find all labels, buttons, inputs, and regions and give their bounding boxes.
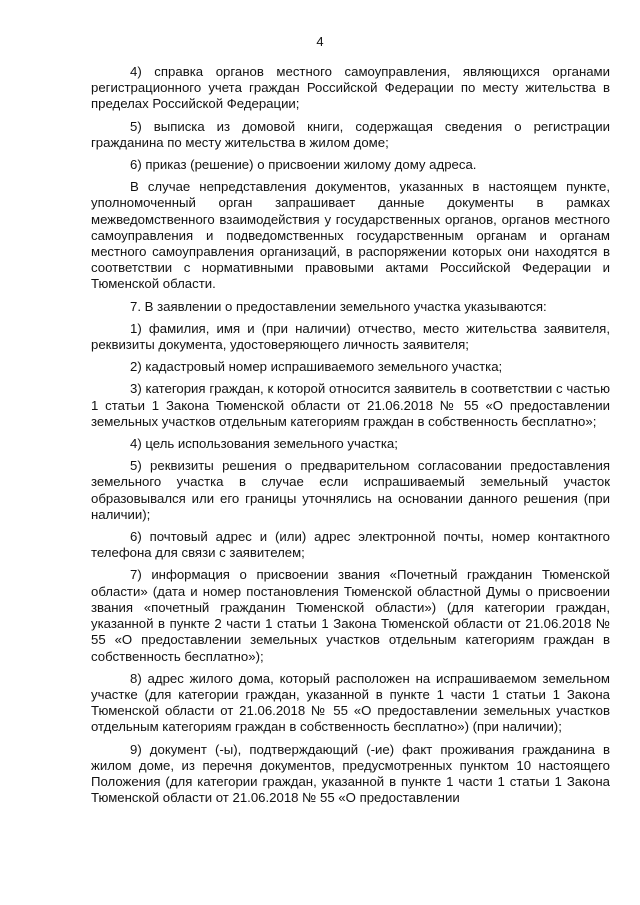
paragraph-item-4-purpose: 4) цель использования земельного участка; — [130, 436, 398, 452]
paragraph-item-8-address: 8) адрес жилого дома, который расположен на испрашиваемом земельном участке (для категории граждан, указанной в пункте 1 части 1 статьи 1 Закона Тюменской области от 21.06.2018 № 55 «О предоставлении земельных участков отдельным категориям граждан в собственность бесплатно») (при наличии); — [91, 670, 610, 735]
paragraph-item-5-extract: 5) выписка из домовой книги, содержащая сведения о регистрации гражданина по месту жительства в жилом доме; — [91, 118, 610, 150]
paragraph-item-7-honorary: 7) информация о присвоении звания «Почетный гражданин Тюменской области» (дата и номер постановления Тюменской областной Думы о присвоении звания «почетный гражданин Тюменской области») (для категории граждан, указанной в пункте 2 части 1 статьи 1 Закона Тюменской области от 21.06.2018 № 55 «О предоставлении земельных участков отдельным категориям граждан в собственность бесплатно»); — [91, 567, 610, 664]
paragraph-item-4-reference: 4) справка органов местного самоуправления, являющихся органами регистрационного учета граждан Российской Федерации по месту жительства в пределах Российской Федерации; — [91, 64, 610, 112]
page-number: 4 — [316, 34, 324, 49]
paragraph-item-6-order: 6) приказ (решение) о присвоении жилому дому адреса. — [130, 157, 477, 173]
paragraph-item-2-cadastral: 2) кадастровый номер испрашиваемого земельного участка; — [130, 359, 503, 375]
paragraph-item-5-decision: 5) реквизиты решения о предварительном согласовании предоставления земельного участка в случае если испрашиваемый земельный участок образовывался или его границы уточнялись на основании данного решения (при наличии); — [91, 458, 610, 522]
paragraph-item-9-residence: 9) документ (-ы), подтверждающий (-ие) факт проживания гражданина в жилом доме, из перечня документов, предусмотренных пунктом 10 настоящего Положения (для категории граждан, указанной в пункте 1 части 1 статьи 1 Закона Тюменской области от 21.06.2018 № 55 «О предоставлении — [91, 741, 610, 806]
paragraph-item-1-applicant: 1) фамилия, имя и (при наличии) отчество, место жительства заявителя, реквизиты документа, удостоверяющего личность заявителя; — [91, 320, 610, 353]
paragraph-item-6-contacts: 6) почтовый адрес и (или) адрес электронной почты, номер контактного телефона для связи с заявителем; — [91, 529, 610, 561]
paragraph-clause-7-heading: 7. В заявлении о предоставлении земельного участка указываются: — [130, 298, 547, 314]
document-body — [91, 64, 610, 812]
paragraph-item-3-category: 3) категория граждан, к которой относится заявитель в соответствии с частью 1 статьи 1 Закона Тюменской области от 21.06.2018 № 55 «О предоставлении земельных участков отдельным категориям граждан в собственность бесплатно»; — [91, 381, 610, 429]
paragraph-missing-documents: В случае непредставления документов, указанных в настоящем пункте, уполномоченный орган запрашивает данные документы в рамках межведомственного взаимодействия у государственных органов, органов местного самоуправления и подведомственных государственным органам и органам местного самоуправления организаций, в распоряжении которых они находятся в соответствии с нормативными правовыми актами Российской Федерации и Тюменской области. — [91, 179, 610, 292]
